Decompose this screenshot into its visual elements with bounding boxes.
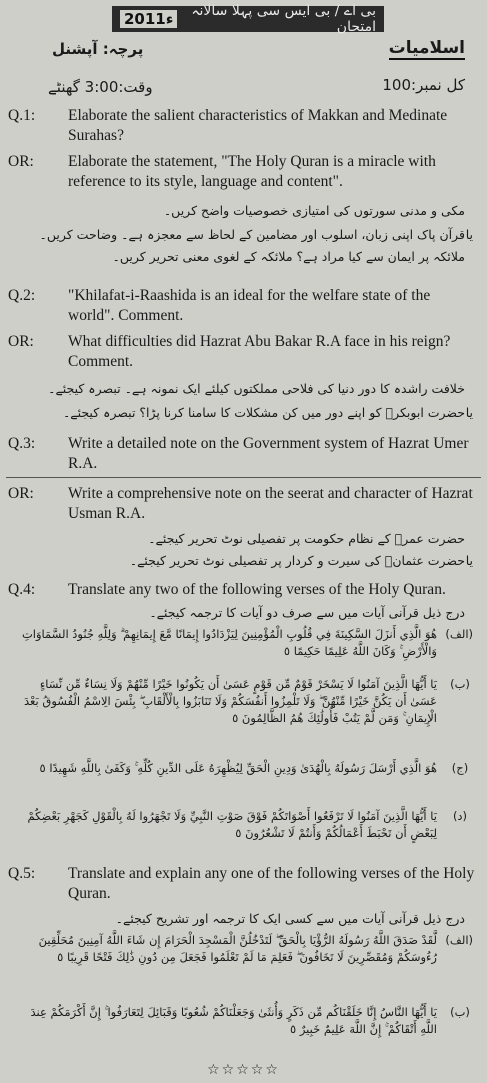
question-text: Write a comprehensive note on the seerat and character of Hazrat Usman R.A. [68, 485, 473, 522]
exam-year: 2011ء [120, 10, 177, 28]
question-text: Write a detailed note on the Government system of Hazrat Umer R.A. [68, 435, 469, 472]
exam-banner [112, 3, 384, 35]
total-marks: کل نمبر:100 [382, 76, 465, 94]
urdu-q1: مکی و مدنی سورتوں کی امتیازی خصوصیات واضح کریں۔ [163, 203, 465, 218]
urdu-q2: خلافت راشدہ کا دور دنیا کی فلاحی مملکتوں کیلئے ایک نمونہ ہے۔ تبصرہ کیجئے۔ [48, 381, 465, 396]
question-text: What difficulties did Hazrat Abu Bakar R.A face in his reign? Comment. [68, 333, 451, 370]
question-3-or [8, 484, 478, 524]
question-5 [8, 864, 478, 904]
verse-text: يَا أَيُّهَا الَّذِينَ آمَنُوا لَا تَرْفَعُوا أَصْوَاتَكُمْ فَوْقَ صَوْتِ النَّبِيِّ وَلَا تَجْهَرُوا لَهُ بِالْقَوْلِ كَجَهْرِ بَعْضِكُمْ لِبَعْضٍ أَن تَحْبَطَ أَعْمَالُكُمْ وَأَنتُمْ لَا تَشْعُرُونَ ٥ [27, 809, 437, 840]
urdu-or-marker: یا [465, 553, 473, 568]
urdu-q3: حضرت عمرؓ کے نظام حکومت پر تفصیلی نوٹ تحریر کیجئے۔ [148, 531, 465, 546]
question-4 [8, 580, 478, 600]
question-label: Q.5: [8, 865, 36, 882]
exam-time: وقت:3:00 گھنٹے [48, 78, 153, 96]
end-stars: ☆☆☆☆☆ [207, 1062, 280, 1078]
urdu-q2-or [25, 404, 473, 422]
urdu-text: حضرت ابوبکرؓ کو اپنے دور میں کن مشکلات کا سامنا کرنا پڑا؟ تبصرہ کیجئے۔ [62, 405, 465, 420]
verse-q4-alif [13, 626, 473, 660]
verse-q5-alif [13, 932, 473, 966]
urdu-q5: درج ذیل قرآنی آیات میں سے کسی ایک کا ترجمہ اور تشریح کیجئے۔ [115, 911, 465, 926]
question-2-or [8, 332, 478, 372]
verse-q4-daal [13, 808, 473, 842]
subject-title: اسلامیات [388, 38, 465, 58]
urdu-q3-or [25, 552, 473, 570]
urdu-q4: درج ذیل قرآنی آیات میں سے صرف دو آیات کا ترجمہ کیجئے۔ [149, 605, 465, 620]
question-2 [8, 286, 478, 326]
urdu-text: حضرت عثمانؓ کی سیرت و کردار پر تفصیلی نوٹ تحریر کیجئے۔ [129, 553, 465, 568]
section-divider [6, 477, 481, 478]
verse-q4-jeem [13, 760, 473, 777]
urdu-or-marker: یا [465, 405, 473, 420]
urdu-q1-or-a [25, 226, 473, 244]
verse-tag: (د) [452, 809, 468, 823]
question-label: Q.1: [8, 107, 36, 124]
question-label: OR: [8, 485, 34, 502]
question-3 [8, 434, 478, 474]
verse-tag: (ب) [450, 1005, 470, 1019]
question-1 [8, 106, 478, 146]
urdu-text: قرآن پاک اپنی زبان، اسلوب اور مضامین کے لحاظ سے معجزہ ہے۔ وضاحت کریں۔ [39, 227, 465, 242]
verse-tag: (الف) [445, 933, 473, 947]
question-text: Elaborate the statement, "The Holy Quran is a miracle with reference to its style, language and content". [68, 153, 436, 190]
question-label: Q.4: [8, 581, 36, 598]
urdu-or-marker: یا [465, 227, 473, 242]
urdu-q1-or-b: ملائکہ پر ایمان سے کیا مراد ہے؟ ملائکہ کے لغوی معنی تحریر کریں۔ [112, 249, 465, 264]
question-text: Translate and explain any one of the following verses of the Holy Quran. [68, 865, 475, 902]
verse-text: يَا أَيُّهَا النَّاسُ إِنَّا خَلَقْنَاكُم مِّن ذَكَرٍ وَأُنثَىٰ وَجَعَلْنَاكُمْ شُعُوبًا وَقَبَائِلَ لِتَعَارَفُوا ۚ إِنَّ أَكْرَمَكُمْ عِندَ اللَّهِ أَتْقَاكُمْ ۚ إِنَّ اللَّهَ عَلِيمٌ خَبِيرٌ ٥ [30, 1005, 437, 1036]
question-text: Elaborate the salient characteristics of Makkan and Medinate Surahas? [68, 107, 448, 144]
verse-tag: (ج) [451, 761, 469, 775]
verse-text: هُوَ الَّذِي أَرْسَلَ رَسُولَهُ بِالْهُدَىٰ وَدِينِ الْحَقِّ لِيُظْهِرَهُ عَلَى الدِّينِ كُلِّهِ ۚ وَكَفَىٰ بِاللَّهِ شَهِيدًا ٥ [39, 761, 437, 775]
question-label: Q.2: [8, 287, 36, 304]
verse-text: يَا أَيُّهَا الَّذِينَ آمَنُوا لَا يَسْخَرْ قَوْمٌ مِّن قَوْمٍ عَسَىٰ أَن يَكُونُوا خَيْرًا مِّنْهُمْ وَلَا نِسَاءٌ مِّن نِّسَاءٍ عَسَىٰ أَن يَكُنَّ خَيْرًا مِّنْهُنَّ ۖ وَلَا تَلْمِزُوا أَنفُسَكُمْ وَلَا تَنَابَزُوا بِالْأَلْقَابِ ۖ بِئْسَ الِاسْمُ الْفُسُوقُ بَعْدَ الْإِيمَانِ ۚ وَمَن لَّمْ يَتُبْ فَأُولَٰئِكَ هُمُ الظَّالِمُونَ ٥ [23, 677, 437, 725]
question-1-or [8, 152, 478, 192]
question-text: "Khilafat-i-Raashida is an ideal for the welfare state of the world". Comment. [68, 287, 431, 324]
verse-text: هُوَ الَّذِي أَنزَلَ السَّكِينَةَ فِي قُلُوبِ الْمُؤْمِنِينَ لِيَزْدَادُوا إِيمَانًا مَّعَ إِيمَانِهِمْ ۗ وَلِلَّهِ جُنُودُ السَّمَاوَاتِ وَالْأَرْضِ ۚ وَكَانَ اللَّهُ عَلِيمًا حَكِيمًا ٥ [21, 627, 437, 658]
question-label: OR: [8, 333, 34, 350]
banner-title: بی اے / بی ایس سی پہلا سالانہ امتحان [191, 3, 376, 35]
verse-tag: (الف) [445, 627, 473, 641]
paper-type: پرچہ: آپشنل [52, 40, 144, 58]
verse-q5-bay [13, 1004, 473, 1038]
verse-tag: (ب) [450, 677, 470, 691]
question-text: Translate any two of the following verses of the Holy Quran. [68, 581, 446, 598]
verse-text: لَّقَدْ صَدَقَ اللَّهُ رَسُولَهُ الرُّؤْيَا بِالْحَقِّ ۖ لَتَدْخُلُنَّ الْمَسْجِدَ الْحَرَامَ إِن شَاءَ اللَّهُ آمِنِينَ مُحَلِّقِينَ رُءُوسَكُمْ وَمُقَصِّرِينَ لَا تَخَافُونَ ۖ فَعَلِمَ مَا لَمْ تَعْلَمُوا فَجَعَلَ مِن دُونِ ذَٰلِكَ فَتْحًا قَرِيبًا ٥ [38, 933, 437, 964]
verse-q4-bay [13, 676, 473, 727]
question-label: Q.3: [8, 435, 36, 452]
question-label: OR: [8, 153, 34, 170]
